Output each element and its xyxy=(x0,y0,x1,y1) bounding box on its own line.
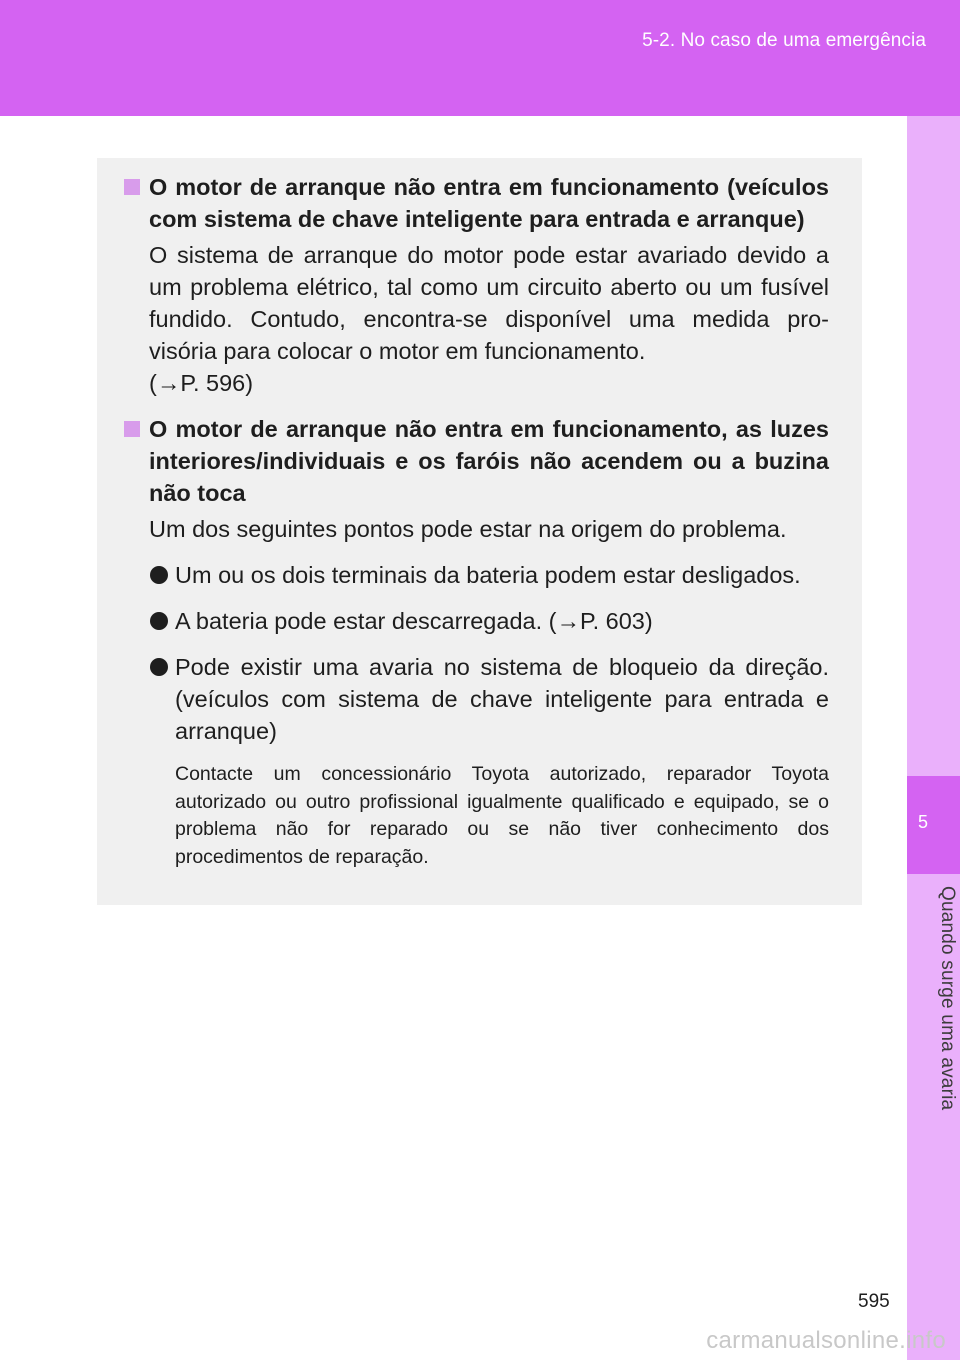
chapter-number: 5 xyxy=(917,812,928,832)
list-item: Um ou os dois terminais da bateria podem estar desligados. xyxy=(175,562,801,588)
bullet-icon xyxy=(150,658,168,676)
section-reference-1: (→P. 596) xyxy=(149,370,254,396)
chapter-label: Quando surge uma avaria xyxy=(937,886,958,1111)
list-item: A bateria pode estar descarregada. (→P. 603) xyxy=(175,608,653,634)
section-title: 5-2. No caso de uma emergência xyxy=(642,30,926,51)
section-heading-1: O motor de arranque não entra em funcionamento (veículos com sistema de chave inteligente para entrada e arranque) xyxy=(149,174,829,232)
section-intro-2: Um dos seguintes pontos pode estar na origem do problema. xyxy=(149,516,787,542)
section-marker-icon xyxy=(124,421,140,437)
list-item: Pode existir uma avaria no sistema de bloqueio da direção. (veículos com sistema de chave inteligente para entrada e arranque) xyxy=(175,654,829,744)
page-number: 595 xyxy=(858,1291,890,1312)
service-note: Contacte um concessionário Toyota autorizado, reparador Toyota autorizado ou outro profissional igualmente qualificado e equipado, se o problema não for reparado ou se não tiver conhecimento dos procedimentos de reparação. xyxy=(175,763,829,868)
chapter-tab xyxy=(907,776,960,874)
watermark: carmanualsonline.info xyxy=(706,1327,946,1354)
section-body-1: O sistema de arranque do motor pode estar avariado devido a um problema elétrico, tal como um circuito aberto ou um fusível fundido. Contudo, encontra-se disponível uma medida pro-visória para colocar o motor em funcionamento. xyxy=(149,242,829,364)
section-marker-icon xyxy=(124,179,140,195)
chapter-side-strip xyxy=(907,116,960,1360)
bullet-icon xyxy=(150,566,168,584)
page-header xyxy=(0,0,960,116)
bullet-icon xyxy=(150,612,168,630)
section-heading-2: O motor de arranque não entra em funcionamento, as luzes interiores/individuais e os faróis não acendem ou a buzina não toca xyxy=(149,416,829,506)
content-box xyxy=(97,158,862,905)
